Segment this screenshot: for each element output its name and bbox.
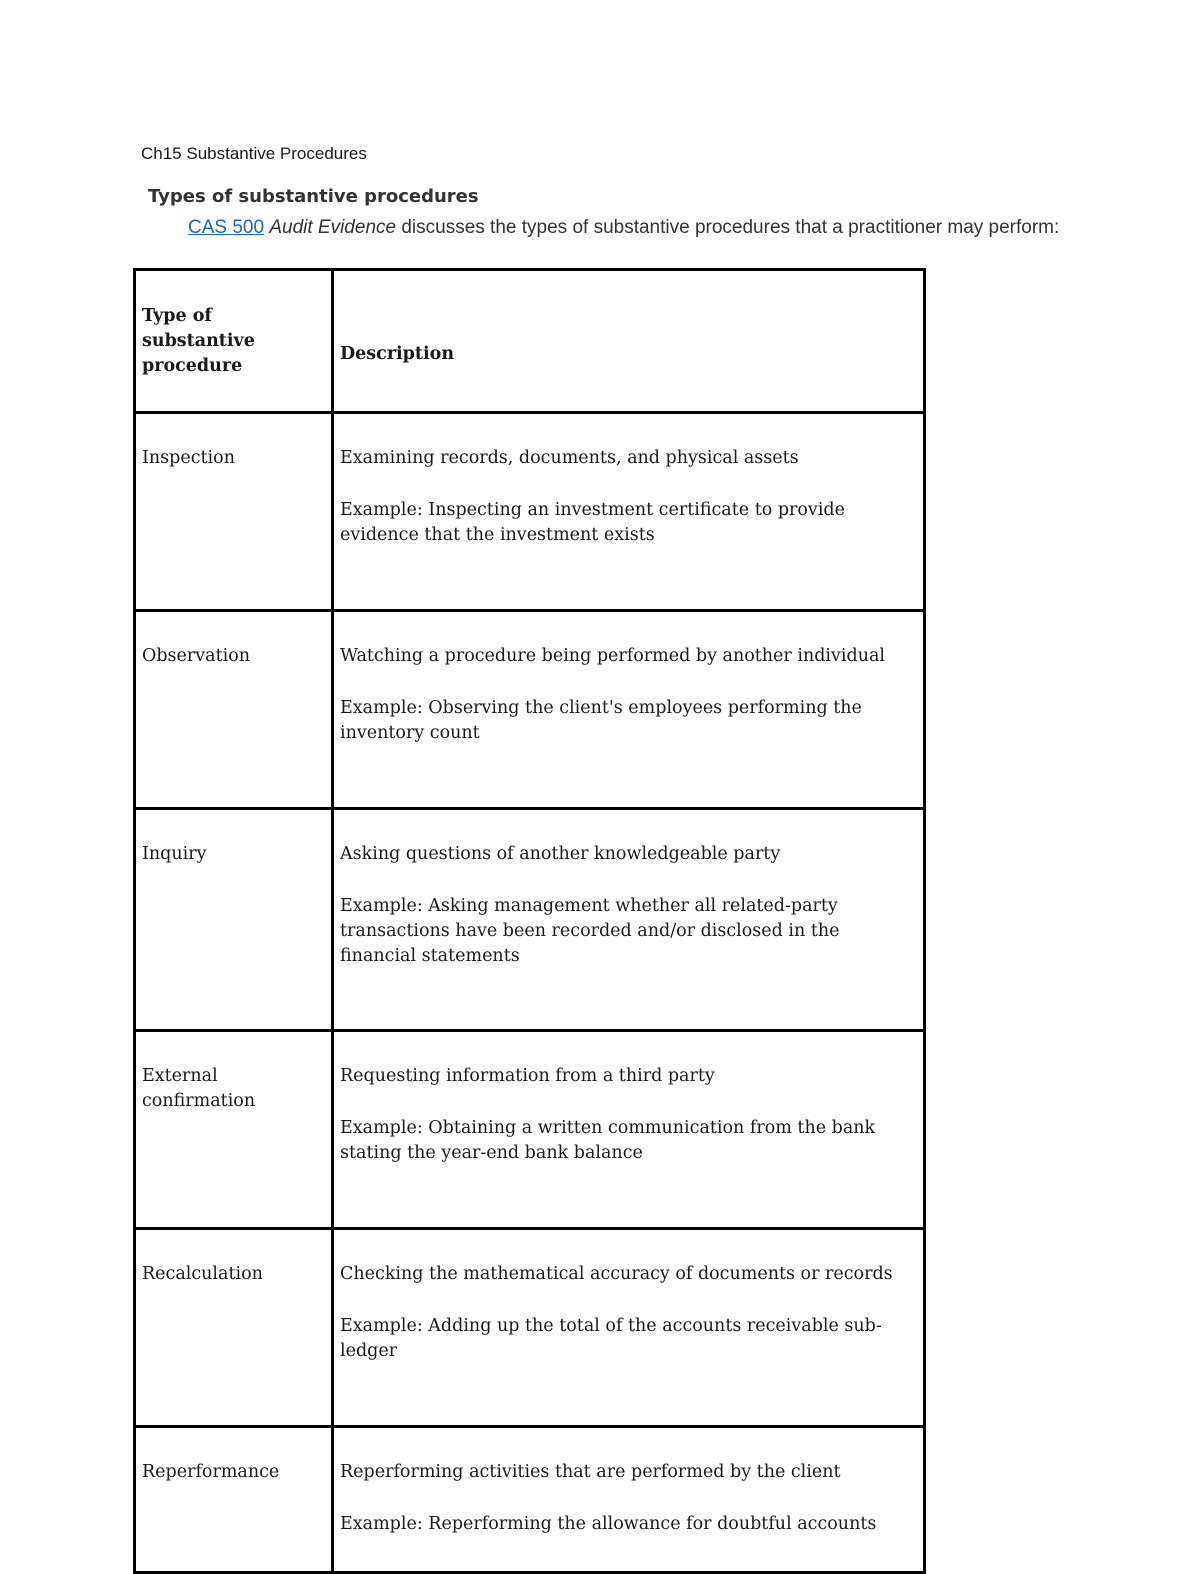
- procedure-example: Example: Inspecting an investment certificate to provide evidence that the investment exists: [340, 500, 845, 545]
- table-row: [135, 1229, 925, 1427]
- procedure-description: Watching a procedure being performed by another individual: [340, 646, 885, 666]
- section-heading: Types of substantive procedures: [148, 186, 479, 207]
- procedure-example: Example: Adding up the total of the accounts receivable sub-ledger: [340, 1316, 882, 1361]
- substantive-procedures-table: [133, 268, 926, 1574]
- procedure-description-cell: [333, 809, 925, 1031]
- procedure-type: Inquiry: [135, 809, 333, 1031]
- procedure-description-cell: [333, 1427, 925, 1573]
- table-row: [135, 611, 925, 809]
- procedure-type: Observation: [135, 611, 333, 809]
- procedure-example: Example: Observing the client's employees performing the inventory count: [340, 698, 862, 743]
- procedure-description: Requesting information from a third party: [340, 1066, 715, 1086]
- procedure-type: Reperformance: [135, 1427, 333, 1573]
- procedure-example: Example: Obtaining a written communication from the bank stating the year-end bank balance: [340, 1118, 876, 1163]
- procedure-example: Example: Reperforming the allowance for doubtful accounts: [340, 1514, 877, 1534]
- table-row: [135, 1427, 925, 1573]
- header-description: Description: [333, 270, 925, 413]
- procedure-description: Reperforming activities that are performed by the client: [340, 1462, 841, 1482]
- table-row: [135, 809, 925, 1031]
- intro-italic-title: Audit Evidence: [269, 217, 397, 238]
- procedure-description: Checking the mathematical accuracy of documents or records: [340, 1264, 893, 1284]
- procedure-description: Examining records, documents, and physical assets: [340, 448, 799, 468]
- procedure-description-cell: [333, 1031, 925, 1229]
- intro-text: discusses the types of substantive procedures that a practitioner may perform:: [396, 217, 1060, 238]
- procedure-description-cell: [333, 611, 925, 809]
- procedure-description-cell: [333, 1229, 925, 1427]
- intro-paragraph: [188, 216, 1068, 240]
- procedure-type: Inspection: [135, 413, 333, 611]
- procedure-description: Asking questions of another knowledgeable party: [340, 844, 781, 864]
- table-row: [135, 1031, 925, 1229]
- procedure-type: External confirmation: [135, 1031, 333, 1229]
- document-title: Ch15 Substantive Procedures: [141, 144, 367, 163]
- procedure-type: Recalculation: [135, 1229, 333, 1427]
- procedure-description-cell: [333, 413, 925, 611]
- table-row: [135, 413, 925, 611]
- procedure-example: Example: Asking management whether all related-party transactions have been recorded and/or disclosed in the financial statements: [340, 896, 840, 966]
- table-header-row: [135, 270, 925, 413]
- header-type: Type of substantive procedure: [135, 270, 333, 413]
- cas-500-link[interactable]: CAS 500: [188, 217, 265, 238]
